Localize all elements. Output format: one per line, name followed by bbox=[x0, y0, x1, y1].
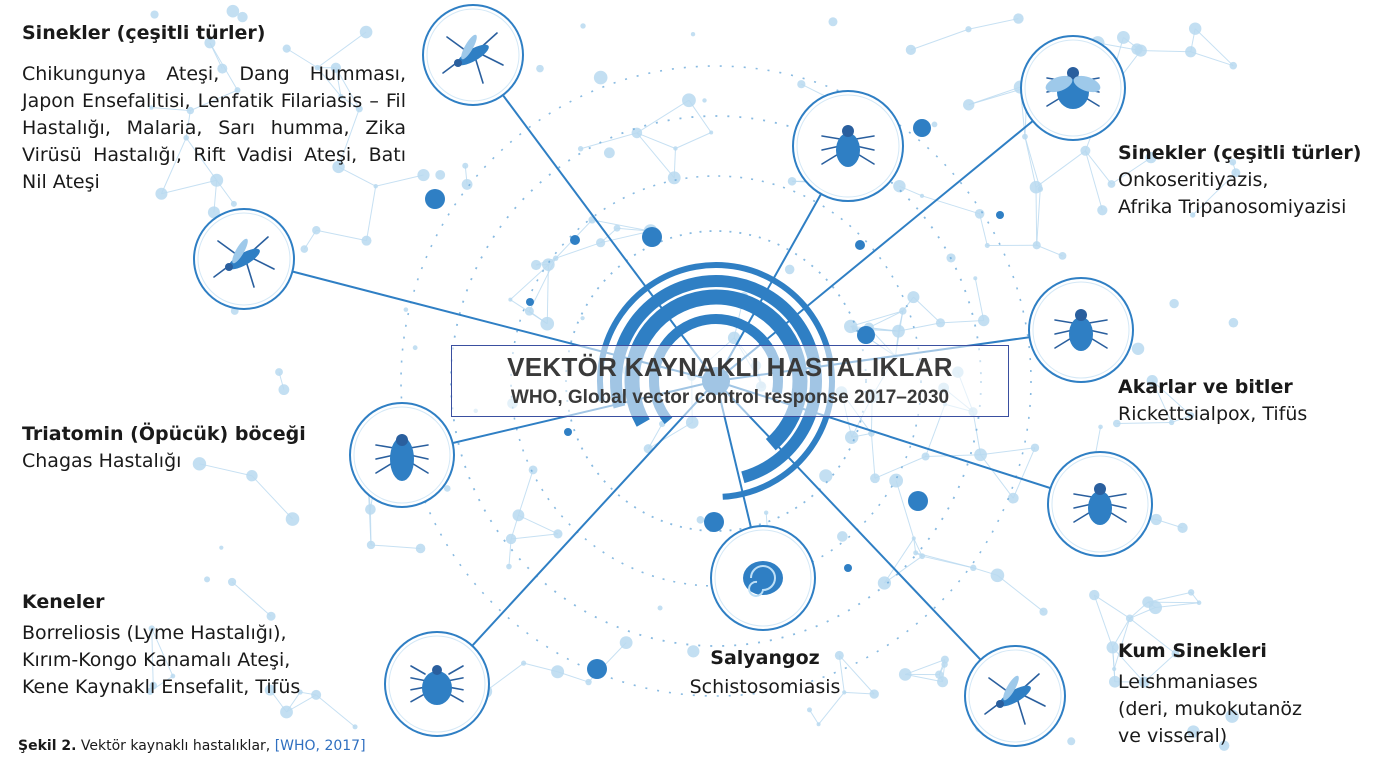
network-node bbox=[227, 5, 240, 18]
network-node bbox=[462, 163, 468, 169]
group-flies bbox=[1118, 140, 1383, 221]
network-node bbox=[975, 209, 985, 219]
network-node bbox=[513, 509, 525, 521]
network-node bbox=[1169, 299, 1178, 308]
network-link bbox=[1037, 189, 1041, 245]
network-link bbox=[485, 663, 523, 691]
network-node bbox=[1197, 600, 1202, 605]
orbit-dot bbox=[908, 491, 928, 511]
network-link bbox=[884, 538, 913, 583]
network-link bbox=[1025, 137, 1040, 189]
network-node bbox=[365, 504, 376, 515]
fly-icon bbox=[1021, 36, 1125, 140]
group-sandflies bbox=[1118, 638, 1368, 750]
network-node bbox=[828, 17, 837, 26]
network-node bbox=[1131, 43, 1142, 54]
bug-head bbox=[996, 700, 1004, 708]
title-box bbox=[451, 345, 1009, 417]
network-node bbox=[682, 93, 696, 107]
network-node bbox=[1067, 737, 1075, 745]
network-node bbox=[1039, 608, 1047, 616]
network-link bbox=[973, 412, 981, 455]
network-node bbox=[553, 529, 562, 538]
network-node bbox=[1013, 13, 1023, 23]
network-node bbox=[658, 606, 663, 611]
network-node bbox=[604, 147, 615, 158]
network-node bbox=[686, 416, 699, 429]
network-node bbox=[973, 276, 977, 280]
network-node bbox=[362, 236, 372, 246]
network-node bbox=[991, 569, 1005, 583]
network-node bbox=[506, 564, 512, 570]
bug-head bbox=[842, 125, 854, 137]
orbit-dot bbox=[844, 564, 852, 572]
network-node bbox=[1089, 590, 1099, 600]
network-node bbox=[878, 576, 891, 589]
network-link bbox=[875, 456, 926, 478]
flea-icon bbox=[793, 91, 903, 201]
network-node bbox=[578, 146, 583, 151]
network-node bbox=[1189, 22, 1201, 34]
network-link bbox=[896, 481, 914, 539]
orbit-dot bbox=[526, 298, 534, 306]
network-link bbox=[581, 133, 637, 149]
network-node bbox=[580, 23, 585, 28]
triatomine-bug-icon bbox=[350, 403, 454, 507]
group-heading: Salyangoz bbox=[710, 647, 820, 669]
network-node bbox=[819, 469, 832, 482]
network-link bbox=[871, 433, 875, 478]
network-link bbox=[637, 100, 689, 133]
network-link bbox=[1037, 245, 1063, 256]
mosquito-icon bbox=[423, 5, 523, 105]
network-link bbox=[981, 455, 1014, 498]
network-node bbox=[585, 679, 591, 685]
orbit-dot bbox=[996, 211, 1004, 219]
bug-head bbox=[225, 263, 233, 271]
network-node bbox=[1008, 493, 1019, 504]
group-diseases: Chikungunya Ateşi, Dang Humması, Japon Ensefalitisi, Lenfatik Filariasis – Fil Hastalığı, Malaria, Sarı humma, Zika Virüsü Hastalığı, Rift Vadisi Ateşi, Batı Nil Ateşi bbox=[22, 63, 406, 193]
bug-body bbox=[1069, 317, 1093, 351]
group-diseases: Leishmaniases (deri, mukokutanöz ve visseral) bbox=[1118, 671, 1303, 747]
orbit-dot bbox=[642, 227, 662, 247]
network-node bbox=[691, 32, 695, 36]
network-node bbox=[807, 707, 812, 712]
network-node bbox=[536, 65, 544, 73]
group-heading: Triatomin (Öpücük) böceği bbox=[22, 423, 306, 445]
network-node bbox=[150, 10, 158, 18]
network-node bbox=[837, 531, 848, 542]
network-node bbox=[1108, 180, 1116, 188]
network-link bbox=[518, 470, 533, 515]
bug-body bbox=[422, 671, 452, 705]
group-diseases: Onkoseritiyazis, Afrika Tripanosomiyazisi bbox=[1118, 169, 1347, 218]
network-node bbox=[1112, 667, 1116, 671]
network-node bbox=[845, 431, 858, 444]
orbit-dot bbox=[857, 326, 875, 344]
network-node bbox=[594, 71, 608, 85]
network-node bbox=[231, 201, 237, 207]
network-link bbox=[1013, 448, 1035, 498]
tick-icon bbox=[385, 632, 489, 736]
group-heading: Kum Sinekleri bbox=[1118, 640, 1267, 662]
network-node bbox=[204, 576, 210, 582]
network-link bbox=[1148, 592, 1191, 602]
network-node bbox=[1142, 596, 1153, 607]
network-node bbox=[764, 511, 768, 515]
bug-head bbox=[432, 665, 442, 675]
network-node bbox=[912, 536, 916, 540]
caption-reference-link[interactable]: [WHO, 2017] bbox=[274, 738, 366, 754]
network-node bbox=[913, 550, 918, 555]
group-triatomine bbox=[22, 421, 342, 475]
caption-text: Vektör kaynaklı hastalıklar, bbox=[76, 738, 275, 754]
group-diseases: Borreliosis (Lyme Hastalığı), Kırım-Kongo Kanamalı Ateşi, Kene Kaynaklı Ensefalit, Tifüs bbox=[22, 622, 301, 698]
network-node bbox=[1030, 181, 1043, 194]
orbit-dot bbox=[570, 235, 580, 245]
network-node bbox=[620, 636, 633, 649]
network-node bbox=[941, 661, 947, 667]
network-node bbox=[1031, 444, 1039, 452]
network-link bbox=[1036, 187, 1037, 245]
network-node bbox=[525, 307, 534, 316]
group-mosquitoes bbox=[22, 20, 406, 196]
network-node bbox=[312, 226, 320, 234]
group-heading: Sinekler (çeşitli türler) bbox=[22, 22, 266, 44]
spoke-line bbox=[437, 381, 716, 684]
network-node bbox=[673, 146, 677, 150]
network-node bbox=[353, 724, 358, 729]
network-node bbox=[899, 307, 906, 314]
network-node bbox=[540, 317, 554, 331]
mosquito-icon bbox=[194, 209, 294, 309]
bug-body bbox=[836, 133, 860, 167]
network-node bbox=[922, 452, 930, 460]
network-node bbox=[937, 676, 948, 687]
network-node bbox=[417, 169, 429, 181]
network-node bbox=[1177, 523, 1187, 533]
network-node bbox=[508, 298, 512, 302]
group-snail bbox=[650, 645, 880, 701]
diagram-title: VEKTÖR KAYNAKLI HASTALIKLAR bbox=[507, 352, 953, 382]
network-link bbox=[997, 575, 1043, 611]
network-link bbox=[675, 133, 711, 149]
network-link bbox=[1085, 151, 1111, 184]
network-node bbox=[892, 325, 905, 338]
network-node bbox=[919, 553, 925, 559]
network-node bbox=[435, 170, 445, 180]
network-node bbox=[1185, 46, 1196, 57]
network-link bbox=[648, 422, 692, 448]
network-node bbox=[817, 722, 821, 726]
group-heading: Sinekler (çeşitli türler) bbox=[1118, 142, 1362, 164]
network-node bbox=[668, 171, 681, 184]
network-link bbox=[1094, 595, 1112, 647]
network-node bbox=[1132, 343, 1144, 355]
network-node bbox=[974, 448, 987, 461]
group-heading: Akarlar ve bitler bbox=[1118, 376, 1293, 398]
network-link bbox=[975, 278, 983, 320]
network-node bbox=[1229, 318, 1239, 328]
network-node bbox=[899, 668, 912, 681]
network-node bbox=[788, 177, 797, 186]
network-link bbox=[1025, 137, 1036, 188]
network-link bbox=[371, 545, 421, 549]
snail-icon bbox=[711, 526, 815, 630]
network-node bbox=[1229, 62, 1237, 70]
network-link bbox=[980, 214, 988, 246]
network-node bbox=[553, 255, 558, 260]
group-diseases: Chagas Hastalığı bbox=[22, 450, 182, 472]
network-node bbox=[970, 565, 976, 571]
bug-head bbox=[1075, 309, 1087, 321]
network-node bbox=[702, 98, 706, 102]
bug-head bbox=[396, 434, 408, 446]
network-node bbox=[529, 466, 538, 475]
network-node bbox=[596, 238, 605, 247]
network-link bbox=[252, 476, 293, 519]
orbit-dot bbox=[564, 428, 572, 436]
network-node bbox=[521, 661, 526, 666]
network-node bbox=[907, 291, 919, 303]
network-node bbox=[462, 179, 473, 190]
network-node bbox=[963, 99, 974, 110]
caption-label: Şekil 2. bbox=[18, 738, 77, 754]
network-node bbox=[893, 180, 905, 192]
network-link bbox=[1085, 151, 1102, 210]
network-node bbox=[936, 318, 945, 327]
network-node bbox=[1080, 146, 1090, 156]
diagram-subtitle: WHO, Global vector control response 2017–2030 bbox=[510, 387, 950, 408]
network-node bbox=[286, 512, 300, 526]
network-link bbox=[547, 265, 548, 324]
orbit-dot bbox=[425, 189, 445, 209]
group-diseases: Schistosomiasis bbox=[689, 676, 841, 698]
network-node bbox=[709, 131, 713, 135]
network-node bbox=[219, 546, 223, 550]
group-heading: Keneler bbox=[22, 591, 105, 613]
network-node bbox=[932, 121, 938, 127]
network-node bbox=[531, 260, 541, 270]
network-node bbox=[301, 245, 309, 253]
network-node bbox=[1098, 425, 1103, 430]
sandfly-icon bbox=[965, 646, 1065, 746]
network-link bbox=[968, 19, 1018, 30]
network-node bbox=[551, 665, 564, 678]
network-node bbox=[280, 706, 293, 719]
network-node bbox=[1059, 252, 1067, 260]
network-link bbox=[1094, 595, 1129, 618]
network-link bbox=[911, 29, 969, 50]
network-node bbox=[906, 45, 916, 55]
network-node bbox=[965, 26, 971, 32]
network-node bbox=[413, 345, 418, 350]
network-node bbox=[275, 368, 283, 376]
network-node bbox=[506, 534, 516, 544]
network-node bbox=[444, 485, 451, 492]
network-node bbox=[228, 578, 236, 586]
network-node bbox=[581, 316, 585, 320]
network-link bbox=[511, 534, 558, 539]
bug-head bbox=[454, 59, 462, 67]
network-node bbox=[1033, 241, 1041, 249]
mite-icon bbox=[1048, 452, 1152, 556]
network-link bbox=[940, 321, 983, 323]
louse-icon bbox=[1029, 278, 1133, 382]
network-node bbox=[1022, 134, 1028, 140]
network-node bbox=[985, 243, 990, 248]
bug-body bbox=[1088, 491, 1112, 525]
orbit-dot bbox=[913, 119, 931, 137]
network-link bbox=[809, 710, 818, 724]
network-link bbox=[637, 133, 676, 149]
group-ticks bbox=[22, 589, 352, 701]
network-node bbox=[1188, 589, 1194, 595]
network-node bbox=[542, 258, 555, 271]
orbit-dot bbox=[855, 240, 865, 250]
group-diseases: Rickettsialpox, Tifüs bbox=[1118, 403, 1308, 425]
network-link bbox=[637, 133, 674, 178]
network-node bbox=[870, 473, 880, 483]
network-node bbox=[404, 307, 409, 312]
network-node bbox=[697, 516, 705, 524]
network-node bbox=[1117, 31, 1130, 44]
network-link bbox=[898, 323, 940, 331]
network-node bbox=[978, 315, 989, 326]
orbit-dot bbox=[587, 659, 607, 679]
network-link bbox=[1191, 52, 1234, 66]
network-node bbox=[920, 194, 924, 198]
network-node bbox=[416, 544, 426, 554]
network-link bbox=[1141, 51, 1191, 52]
network-link bbox=[981, 448, 1035, 455]
network-node bbox=[278, 384, 289, 395]
network-node bbox=[1126, 615, 1134, 623]
network-node bbox=[797, 80, 805, 88]
network-link bbox=[1036, 151, 1085, 187]
network-node bbox=[785, 265, 795, 275]
network-link bbox=[518, 515, 557, 534]
network-node bbox=[367, 541, 375, 549]
network-link bbox=[1195, 29, 1233, 66]
network-node bbox=[1107, 641, 1119, 653]
group-mites-lice bbox=[1118, 374, 1378, 428]
network-node bbox=[844, 320, 857, 333]
network-node bbox=[1151, 514, 1162, 525]
network-node bbox=[1097, 205, 1107, 215]
figure-caption bbox=[18, 738, 366, 754]
network-link bbox=[316, 230, 366, 240]
network-node bbox=[614, 225, 621, 232]
network-node bbox=[889, 474, 903, 488]
orbit-dot bbox=[704, 512, 724, 532]
bug-head bbox=[1094, 483, 1106, 495]
